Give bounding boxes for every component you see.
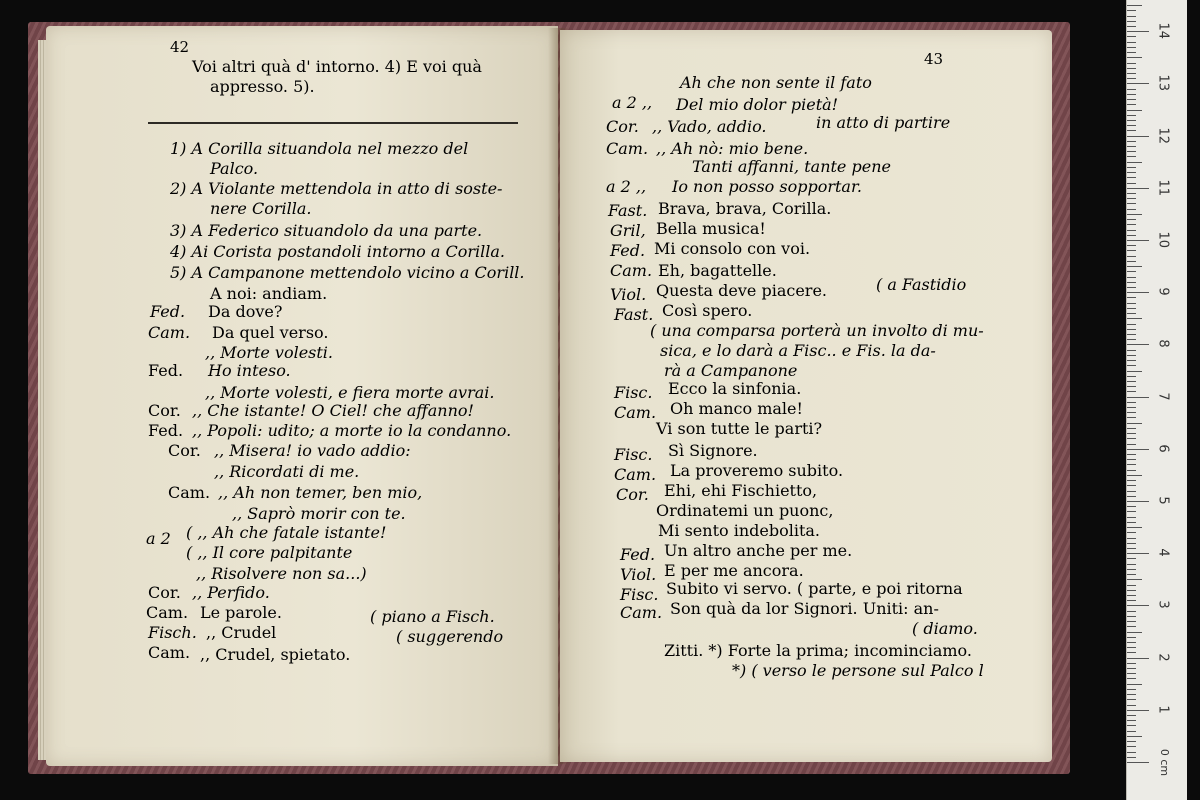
ruler-tick [1127,543,1136,544]
ruler-tick [1127,491,1136,492]
ruler-tick [1127,99,1136,100]
ruler-tick [1127,642,1136,643]
ruler-tick [1127,209,1136,210]
ruler-tick [1127,485,1136,486]
right-page-number: 43 [924,50,944,68]
right-line-fato: Ah che non sente il fato [680,73,872,92]
left-line-popoli: ,, Popoli: udito; a morte io la condanno. [192,421,512,440]
ruler-tick [1127,52,1136,53]
left-line-fieramorte: ,, Morte volesti, e fiera morte avrai. [205,383,495,402]
ruler-tick [1127,532,1136,533]
right-speaker-viol-2: Viol. [620,565,657,584]
ruler-tick [1127,183,1136,184]
left-line-1: Voi altri quà d' intorno. 4) E voi quà [192,57,482,76]
ruler-tick [1127,397,1149,398]
right-line-signore: Sì Signore. [668,441,758,460]
ruler-tick [1127,83,1149,84]
left-speaker-fisch: Fisch. [148,623,197,642]
ruler-tick [1127,720,1136,721]
right-speaker-a2: a 2 ,, [612,93,653,112]
ruler-tick [1127,57,1142,58]
ruler-tick [1127,240,1149,241]
ruler-tick [1127,26,1136,27]
left-line-2: appresso. 5). [210,77,315,96]
right-speaker-gril: Gril, [610,221,646,240]
right-aside-partire: in atto di partire [816,113,951,132]
ruler-number: 12 [1155,127,1171,144]
right-speaker-cam-2: Cam. [610,261,653,280]
ruler-tick [1127,214,1142,215]
right-speaker-fed-2: Fed. [620,545,656,564]
ruler-tick [1127,146,1136,147]
ruler-tick [1127,741,1136,742]
right-line-uniti: Son quà da lor Signori. Uniti: an- [670,599,939,618]
left-speaker-cor: Cor. [148,401,181,420]
right-line-spero: Così spero. [662,301,753,320]
right-line-servo: Subito vi servo. ( parte, e poi ritorna [666,579,963,598]
left-line-dadove: Da dove? [208,302,283,321]
ruler-number: 2 [1155,652,1171,662]
ruler-tick [1127,89,1136,90]
ruler-tick [1127,673,1136,674]
ruler-tick [1127,668,1136,669]
right-line-zitti: Zitti. *) Forte la prima; incominciamo. [664,641,972,660]
ruler-tick [1127,626,1136,627]
ruler-tick [1127,31,1149,32]
ruler-tick [1127,391,1136,392]
right-line-ancora: E per me ancora. [664,561,804,580]
ruler-tick [1127,464,1136,465]
ruler-tick [1127,10,1136,11]
ruler-tick [1127,423,1142,424]
ruler-tick [1127,365,1136,366]
right-speaker-cam: Cam. [606,139,649,158]
right-line-diamo: ( diamo. [912,619,978,638]
right-line-proveremo: La proveremo subito. [670,461,844,480]
ruler-tick [1127,287,1136,288]
ruler-tick [1127,292,1149,293]
ruler-tick [1127,136,1149,137]
right-speaker-fisc-2: Fisc. [614,445,653,464]
left-line-palpitante: ( ,, Il core palpitante [186,543,353,562]
right-footnote: *) ( verso le persone sul Palco l [732,661,984,680]
ruler-tick [1127,172,1136,173]
right-speaker-fisc: Fisc. [614,383,653,402]
right-line-puonc: Ordinatemi un puonc, [656,501,834,520]
ruler-tick [1127,177,1136,178]
ruler-tick [1127,705,1136,706]
ruler-tick [1127,475,1142,476]
ruler-tick [1127,110,1142,111]
ruler-tick [1127,684,1142,685]
ruler-tick [1127,694,1136,695]
left-line-perfido: ,, Perfido. [192,583,270,602]
ruler-tick [1127,605,1149,606]
ruler-number: 4 [1155,548,1171,557]
ruler-tick [1127,412,1136,413]
footnote-2-cont: nere Corilla. [210,199,312,218]
left-line-sapro: ,, Saprò morir con te. [232,504,406,523]
right-line-sinfonia: Ecco la sinfonia. [668,379,802,398]
ruler-tick [1127,78,1136,79]
ruler-tick [1127,501,1149,502]
right-speaker-cam-5: Cam. [620,603,663,622]
ruler-tick [1127,407,1136,408]
ruler-tick [1127,235,1136,236]
ruler-tick [1127,595,1136,596]
right-line-indebolita: Mi sento indebolita. [658,521,821,540]
ruler-tick [1127,428,1136,429]
ruler-tick [1127,527,1142,528]
ruler-tick [1127,230,1136,231]
left-line-ricordati: ,, Ricordati di me. [214,462,360,481]
right-speaker-viol: Viol. [610,285,647,304]
ruler-tick [1127,42,1136,43]
ruler-tick [1127,256,1136,257]
ruler-tick [1127,715,1136,716]
ruler-tick [1127,511,1136,512]
ruler-tick [1127,193,1136,194]
ruler-number: 13 [1155,74,1171,92]
ruler-tick [1127,564,1136,565]
ruler-tick [1127,480,1136,481]
ruler-tick [1127,120,1136,121]
ruler-tick [1127,658,1149,659]
ruler-tick [1127,371,1142,372]
ruler-tick [1127,130,1136,131]
ruler-tick [1127,376,1136,377]
ruler-tick [1127,151,1136,152]
ruler-tick [1127,579,1142,580]
ruler-tick [1127,736,1142,737]
ruler-tick [1127,585,1136,586]
ruler-tick [1127,611,1136,612]
ruler-tick [1127,548,1136,549]
ruler-tick [1127,438,1136,439]
ruler-tick [1127,203,1136,204]
ruler-tick [1127,167,1136,168]
ruler-tick [1127,538,1136,539]
right-line-pieta: Del mio dolor pietà! [676,95,839,114]
ruler-tick [1127,444,1136,445]
ruler-tick [1127,266,1142,267]
left-speaker-cam-2: Cam. [168,483,211,502]
left-line-quelverso: Da quel verso. [212,323,329,342]
ruler-tick [1127,381,1136,382]
ruler-tick [1127,699,1136,700]
ruler-tick [1127,198,1136,199]
ruler-tick [1127,752,1136,753]
ruler-tick [1127,141,1136,142]
ruler-tick [1127,308,1136,309]
right-line-sopportar: Io non posso sopportar. [672,177,862,196]
ruler-tick [1127,449,1149,450]
ruler-number: 3 [1155,600,1171,610]
right-line-affanni: Tanti affanni, tante pene [692,157,891,176]
ruler-tick [1127,496,1136,497]
ruler-tick [1127,522,1136,523]
ruler-tick [1127,188,1149,189]
ruler-tick [1127,5,1142,6]
ruler-tick [1127,125,1136,126]
right-line-piacere: Questa deve piacere. [656,281,827,300]
ruler-number: 1 [1155,705,1171,714]
ruler-tick [1127,334,1136,335]
ruler-tick [1127,590,1136,591]
ruler-tick [1127,156,1136,157]
ruler-number: 8 [1155,339,1171,349]
ruler-tick [1127,350,1136,351]
left-line-mortevolesti: ,, Morte volesti. [205,343,334,362]
left-aside-suggerendo: ( suggerendo [396,627,504,646]
right-stage-3: rà a Campanone [664,361,798,380]
footnote-5: 5) A Campanone mettendolo vicino a Corill. [170,263,525,282]
ruler-tick [1127,344,1149,345]
left-line-risolvere: ,, Risolvere non sa...) [196,564,367,583]
ruler-tick [1127,558,1136,559]
ruler-tick [1127,386,1136,387]
left-line-crudel: ,, Crudel [206,623,277,642]
left-page-number: 42 [170,38,190,56]
ruler-number: 11 [1155,179,1171,196]
ruler-tick [1127,104,1136,105]
left-line-parole: Le parole. [200,603,282,622]
ruler-tick [1127,162,1142,163]
ruler-tick [1127,219,1136,220]
ruler-tick [1127,313,1136,314]
ruler-tick [1127,271,1136,272]
footnote-2: 2) A Violante mettendola in atto di soste- [170,179,503,198]
ruler-tick [1127,355,1136,356]
right-line-fischietto: Ehi, ehi Fischietto, [664,481,818,500]
measuring-ruler [1126,0,1187,800]
ruler-tick [1127,470,1136,471]
left-speaker-a2: a 2 [146,529,171,548]
ruler-tick [1127,652,1136,653]
ruler-tick [1127,757,1136,758]
ruler-number: 7 [1155,391,1171,401]
footnote-4: 4) Ai Corista postandoli intorno a Corilla. [170,242,506,261]
ruler-tick [1127,632,1142,633]
right-line-bagattelle: Eh, bagattelle. [658,261,777,280]
ruler-tick [1127,277,1136,278]
ruler-tick [1127,21,1136,22]
ruler-tick [1127,36,1136,37]
ruler-tick [1127,360,1136,361]
ruler-tick [1127,339,1136,340]
left-speaker-cor-2: Cor. [168,441,201,460]
ruler-tick [1127,224,1136,225]
right-line-vado: ,, Vado, addio. [652,117,767,136]
ruler-tick [1127,324,1136,325]
ruler-tick [1127,73,1136,74]
left-line-misera: ,, Misera! io vado addio: [214,441,411,460]
ruler-tick [1127,16,1136,17]
right-speaker-cam-3: Cam. [614,403,657,422]
ruler-tick [1127,459,1136,460]
right-speaker-fast-2: Fast. [614,305,654,324]
ruler-tick [1127,569,1136,570]
footnote-1: 1) A Corilla situandola nel mezzo del [170,139,469,158]
footnote-1-cont: Palco. [210,159,259,178]
ruler-tick [1127,762,1149,763]
right-speaker-fast: Fast. [608,201,648,220]
left-speaker-fed-2: Fed. [148,361,184,380]
ruler-tick [1127,600,1136,601]
left-line-spietato: ,, Crudel, spietato. [200,645,351,664]
right-line-bella: Bella musica! [656,219,766,238]
ruler-tick [1127,517,1136,518]
ruler-tick [1127,297,1136,298]
ruler-tick [1127,68,1136,69]
left-line-fatale: ( ,, Ah che fatale istante! [186,523,387,542]
ruler-tick [1127,621,1136,622]
left-speaker-cor-3: Cor. [148,583,181,602]
right-stage-1: ( una comparsa porterà un involto di mu- [650,321,984,340]
right-speaker-fed: Fed. [610,241,646,260]
right-speaker-a2-2: a 2 ,, [606,177,647,196]
right-speaker-cor-2: Cor. [616,485,649,504]
right-aside-fastidio: ( a Fastidio [876,275,967,294]
right-line-mio-bene: ,, Ah nò: mio bene. [656,139,809,158]
ruler-tick [1127,637,1136,638]
left-line-cheistante: ,, Che istante! O Ciel! che affanno! [192,401,474,420]
ruler-tick [1127,433,1136,434]
ruler-tick [1127,689,1136,690]
left-line-nontemer: ,, Ah non temer, ben mio, [218,483,423,502]
left-speaker-cam-4: Cam. [148,643,191,662]
left-aside-piano: ( piano a Fisch. [370,607,495,626]
right-speaker-fisc-3: Fisc. [620,585,659,604]
ruler-tick [1127,710,1149,711]
left-speaker-cam: Cam. [148,323,191,342]
ruler-tick [1127,731,1136,732]
left-line-andiam: A noi: andiam. [210,284,328,303]
ruler-tick [1127,647,1136,648]
right-speaker-cam-4: Cam. [614,465,657,484]
ruler-tick [1127,417,1136,418]
ruler-number: 10 [1155,231,1171,249]
ruler-tick [1127,94,1136,95]
ruler-tick [1127,454,1136,455]
left-speaker-cam-3: Cam. [146,603,189,622]
ruler-tick [1127,553,1149,554]
left-speaker-fed: Fed. [150,302,186,321]
ruler-tick [1127,746,1136,747]
ruler-tick [1127,282,1136,283]
right-stage-2: sica, e lo darà a Fisc.. e Fis. la da- [660,341,936,360]
ruler-tick [1127,506,1136,507]
right-line-consolo: Mi consolo con voi. [654,239,811,258]
right-speaker-cor: Cor. [606,117,639,136]
ruler-number: 14 [1155,22,1171,40]
footnote-3: 3) A Federico situandolo da una parte. [170,221,483,240]
ruler-tick [1127,402,1136,403]
right-line-manco: Oh manco male! [670,399,803,418]
ruler-tick [1127,678,1136,679]
ruler-tick [1127,725,1136,726]
right-line-parti: Vi son tutte le parti? [656,419,823,438]
ruler-tick [1127,574,1136,575]
ruler-tick [1127,63,1136,64]
ruler-tick [1127,250,1136,251]
ruler-tick [1127,616,1136,617]
ruler-number: 6 [1155,444,1171,453]
ruler-unit-label: 0 cm [1158,748,1172,777]
ruler-tick [1127,329,1136,330]
ruler-number: 9 [1155,287,1171,296]
ruler-number: 5 [1155,496,1171,505]
ruler-tick [1127,115,1136,116]
ruler-tick [1127,318,1142,319]
ruler-tick [1127,663,1136,664]
ruler-tick [1127,303,1136,304]
left-line-hointeso: Ho inteso. [208,361,291,380]
right-line-brava: Brava, brava, Corilla. [658,199,832,218]
ruler-tick [1127,47,1136,48]
left-speaker-fed-3: Fed. [148,421,184,440]
ruler-tick [1127,245,1136,246]
ruler-tick [1127,261,1136,262]
footnote-rule [148,122,518,124]
right-line-altro: Un altro anche per me. [664,541,853,560]
